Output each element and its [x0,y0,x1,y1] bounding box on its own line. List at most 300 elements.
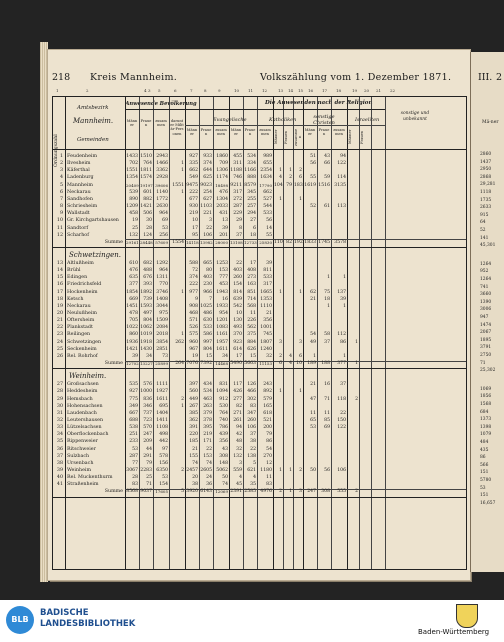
table-cell: 667 [129,410,138,416]
column-number: 8 [204,88,207,93]
table-row [53,281,466,288]
table-cell: 1 [327,303,330,309]
table-cell: 6 [299,175,302,181]
row-number: 30 [56,403,63,409]
table-cell: 1510 [140,154,152,159]
column-number: 20 [364,88,370,93]
table-cell: 165 [263,403,272,409]
gemeinde-name: Großsachsen [67,382,99,388]
section-title: Weinheim. [69,372,107,381]
table-cell: 18 [324,296,330,302]
facing-page-column [478,96,504,568]
facing-column-value: 1264 [480,277,492,282]
row-number: 26 [56,353,63,359]
table-cell: 77 [132,460,138,466]
table-cell: 1083 [216,325,228,331]
row-number: 38 [56,460,63,466]
table-cell: 9023 [200,182,212,188]
gemeinde-name: Edingen [67,275,88,281]
table-cell: 1108 [156,425,168,431]
gemeinde-name: Plankstadt [67,325,93,331]
gemeinde-name: Schwetzingen [67,339,102,345]
table-cell: 220 [189,432,198,438]
row-number: 20 [56,311,63,316]
table-cell: 3 [299,339,302,345]
table-cell: 277 [233,396,242,402]
table-cell: 662 [189,168,198,174]
table-cell: 4 [279,175,282,181]
facing-column-value: 947 [480,315,489,320]
table-cell: 73 [162,353,168,359]
table-cell: 82 [286,239,292,245]
header-rule [125,109,385,110]
section-title: Schwetzingen. [69,250,121,259]
table-cell: 3854 [156,339,168,345]
column-number: 2 [86,88,89,93]
facing-column-value: 3660 [480,292,492,298]
subheader-darunter: darunter Militär-Personen [170,119,184,136]
column-number: 7 [190,88,193,93]
table-cell: 69 [324,425,330,431]
table-cell: 11 [266,475,272,481]
table-cell: 11 [310,410,316,416]
gemeinde-name: Neckarau [67,189,91,195]
table-cell: 740 [219,417,228,423]
subheader-maenner: Männer [126,119,138,128]
table-row [53,296,466,303]
table-cell: 13227 [140,361,153,367]
table-cell: 1516 [318,182,330,188]
facing-column-header: Mä-ner [482,120,499,125]
table-cell: 912 [219,396,228,402]
table-cell: 25830 [259,239,272,245]
facing-page-roman: III. [478,72,493,83]
table-cell: 2 [279,489,282,495]
table-cell: 35 [250,482,256,488]
table-cell: 1 [355,361,358,367]
table-cell: 579 [263,396,272,402]
table-cell: 349 [129,403,138,409]
table-cell: 890 [129,196,138,202]
bezirk-name-header: Mannheim. [73,117,114,125]
table-cell: 2 [299,468,302,473]
table-cell: 22 [206,446,212,452]
gemeinde-name: Mannheim [67,182,93,188]
facing-column-value: 2950 [480,167,492,173]
table-cell: 458 [129,211,138,217]
table-row [53,388,466,395]
table-row [53,481,466,488]
gemeinden-header: Gemeinden [77,137,109,143]
table-cell: 42 [236,432,242,438]
table-cell: 94 [236,425,242,431]
table-cell: 262 [175,339,184,345]
table-cell: 775 [129,396,138,402]
table-cell: 58 [324,332,330,338]
table-cell: 53 [132,446,138,452]
gemeinde-name: Rippenweier [67,439,98,445]
facing-column-value: 2860 [480,152,492,157]
table-cell: 50 [310,468,316,473]
table-cell: 3 [299,489,302,495]
table-cell: 618 [263,410,272,416]
blb-line-2: LANDESBIBLIOTHEK [40,619,136,629]
table-cell: 39606 [155,182,168,188]
table-cell: 442 [159,439,168,445]
table-cell: 463 [203,396,212,402]
facing-column-value: 1474 [480,322,492,328]
table-cell: 3362 [156,168,168,174]
table-cell: 559 [233,468,242,473]
table-cell: 851 [247,289,256,295]
sonstige-unbekannt-header: sonstige und unbekannt [400,111,430,122]
table-cell: 52 [310,204,316,210]
table-cell: 395 [203,425,212,431]
table-cell: 335 [189,161,198,167]
table-cell: 770 [159,282,168,288]
table-cell: 21 [310,296,316,302]
table-cell: 114 [337,175,346,181]
subheader-frauen: Frauen [244,128,256,137]
table-cell: 171 [203,439,212,445]
table-cell: 521 [263,417,272,423]
table-cell: 226 [247,318,256,324]
sonstige-christen-header: sonstige Christen [313,114,335,126]
table-cell: 739 [143,296,152,302]
gemeinde-name: Scharhof [67,232,89,238]
table-row [53,346,466,353]
table-cell: 25899 [155,361,168,367]
table-cell: 317 [263,282,272,288]
table-cell: 132 [233,453,242,459]
table-cell: 2 [279,353,282,359]
table-cell: 3 [279,339,282,345]
table-cell: 302 [247,396,256,402]
table-cell: 1180 [260,468,272,473]
table-cell: 453 [219,282,228,288]
table-cell: 1019 [140,332,152,338]
table-cell: 1665 [260,289,272,295]
table-cell: 2928 [156,175,168,181]
table-cell: 4 [289,361,292,367]
facing-column-value: 1735 [480,197,492,203]
facing-column-value: 52 [480,228,486,233]
table-cell: 476 [219,189,228,195]
facing-column-value: 1856 [480,394,492,400]
table-cell: 688 [129,417,138,423]
table-cell: 122 [337,161,346,167]
table-row [53,396,466,403]
table-cell: 17605 [155,489,168,495]
table-cell: 69 [162,218,168,224]
subheader-zusammen: zusammen [215,128,227,137]
column-number: 17 [322,88,328,93]
table-row [53,289,466,296]
table-cell: 2605 [200,468,212,473]
gemeinde-name: Rel. Muckenthurm [67,475,113,481]
table-cell: 954 [219,311,228,316]
table-cell: 14 [266,225,272,231]
gemeinde-name: Schriesheim [67,204,98,210]
table-cell: 230 [203,282,212,288]
table-cell: 79 [266,432,272,438]
table-cell: 86 [266,439,272,445]
page-edge-left [40,42,48,582]
table-cell: 2354 [260,168,272,174]
facing-column-value: 151 [480,470,489,476]
subheader-zusammen: zusammen [294,128,303,146]
anwesende-header: Anwesende Bevölkerung [125,101,197,107]
table-cell: 746 [233,175,242,181]
table-cell: 3920 [186,489,198,495]
table-cell: 95 [192,232,198,238]
table-cell: 539 [129,189,138,195]
subheader-maenner: Männer [304,128,316,137]
table-cell: 10 [296,361,302,367]
table-cell: 1103 [200,204,212,210]
facing-column-value: 1069 [480,386,492,392]
table-cell: 74 [206,460,212,466]
row-number: 39 [56,468,63,473]
table-cell: 51 [310,154,316,159]
facing-column-value: 684 [480,409,489,415]
table-cell: 1174 [216,175,228,181]
table-row [53,203,466,210]
table-cell: 49 [310,339,316,345]
table-cell: 6143 [200,489,212,495]
table-cell: 2 [289,175,292,181]
table-cell: 308 [219,453,228,459]
table-cell: 39 [266,260,272,266]
table-cell: 272 [233,196,242,202]
table-cell: 54 [310,332,316,338]
facing-column-value: 1568 [480,402,492,407]
table-row [53,403,466,410]
table-cell: 695 [159,403,168,409]
subheader-frauen: Frauen [284,130,288,144]
table-cell: 804 [143,318,152,324]
table-cell: 97 [162,446,168,452]
table-cell: 3 [239,460,242,466]
table-cell: 1509 [156,318,168,324]
gemeinde-name: Ilvesheim [67,161,91,167]
table-cell: 221 [203,211,212,217]
table-cell: 777 [219,275,228,281]
table-row [53,153,466,160]
table-cell: 12 [266,460,272,466]
table-cell: 1892 [140,289,152,295]
table-cell: 923 [233,339,242,345]
table-cell: 11 [250,311,256,316]
column-number: 16 [308,88,314,93]
table-cell: 308 [321,489,330,495]
running-head-district: Kreis Mannheim. [90,72,178,83]
table-cell: 20 [192,475,198,481]
table-cell: 586 [203,332,212,338]
table-cell: 1292 [156,260,168,266]
facing-column-value: 141 [480,235,489,241]
table-cell: 2 [355,489,358,495]
table-cell: 22 [236,260,242,266]
table-cell: 544 [263,204,272,210]
table-cell: 15 [206,353,212,359]
table-cell: 29 [236,218,242,224]
table-cell: 439 [219,432,228,438]
table-cell: 53 [310,425,316,431]
gemeinde-name: Käferthal [67,168,90,174]
gemeinde-name: Oberflockenbach [67,432,109,438]
table-cell: 709 [219,161,228,167]
table-cell: 811 [263,268,272,274]
gemeinde-name: Reilingen [67,332,91,338]
row-number: 21 [56,318,63,324]
row-number: 1 [59,154,63,159]
table-cell: 25 [146,475,152,481]
facing-column-value: 25,302 [480,368,496,374]
table-cell: 122 [337,425,346,431]
table-cell: 43 [324,154,330,159]
table-row [53,460,466,467]
table-cell: 535 [129,382,138,388]
table-cell: 534 [247,154,256,159]
column-number: 11 [248,88,254,93]
table-cell: 66 [324,161,330,167]
table-cell: 1619 [304,182,316,188]
row-number: 16 [56,282,63,288]
section-rule [53,247,466,248]
facing-column-value: 2750 [480,353,492,358]
column-number: 3 [148,88,151,93]
table-cell: 1408 [156,296,168,302]
table-cell: 379 [203,410,212,416]
table-cell: 256 [159,232,168,238]
table-cell: 257 [247,204,256,210]
table-cell: 264 [175,361,184,367]
table-cell: 434 [203,382,212,388]
subheader-maenner: Männer [274,129,278,145]
table-row [53,474,466,481]
blb-logo-icon: BLB [6,606,34,634]
subheader-zusammen: zusammen [155,119,167,128]
table-cell: 30 [146,218,152,224]
table-cell: 209 [143,439,152,445]
table-cell: 287 [129,453,138,459]
table-cell: 362 [189,417,198,423]
table-cell: 79 [146,460,152,466]
table-cell: 2018 [156,332,168,338]
row-number: 11 [56,225,63,231]
facing-column-value: 1079 [480,432,492,438]
table-cell: 85 [324,417,330,423]
row-number: 41 [56,482,63,488]
table-cell: 1 [289,468,292,473]
table-cell: 1 [181,189,184,195]
table-cell: 6 [253,225,256,231]
table-cell: 933 [203,154,212,159]
table-cell: 527 [263,196,272,202]
table-cell: 34 [222,353,228,359]
table-cell: 13108 [230,239,243,245]
table-cell: 714 [247,296,256,302]
table-cell: 56 [310,161,316,167]
table-cell: 625 [203,175,212,181]
table-cell: 702 [129,161,138,167]
subheader-maenner: Männer [230,128,242,137]
table-cell: 56 [266,218,272,224]
table-cell: 28 [132,475,138,481]
row-number: 35 [56,439,63,445]
table-row [53,167,466,174]
table-cell: 1451 [126,303,138,309]
table-cell: 2 [181,468,184,473]
table-cell: 1 [279,289,282,295]
table-cell: 1430 [140,346,152,352]
table-cell: 21 [310,382,316,388]
gemeinde-name: Hohensachsen [67,403,103,409]
table-cell: 347 [247,410,256,416]
row-number: 27 [56,382,63,388]
subheader-frauen: Frauen [200,128,212,137]
facing-column-value: 741 [480,284,489,290]
table-cell: 1772 [156,196,168,202]
table-cell: 80 [206,268,212,274]
table-row [53,446,466,453]
table-cell: 1 [181,168,184,174]
table-cell: 468 [189,311,198,316]
table-cell: 21 [266,311,272,316]
table-cell: 39 [222,225,228,231]
table-cell: 1404 [156,410,168,416]
facing-column-value: 1895 [480,337,492,343]
table-cell: 497 [143,311,152,316]
table-cell: 5062 [216,468,228,473]
table-row [53,381,466,388]
table-cell: 5490 [230,361,242,367]
table-cell: 27 [250,218,256,224]
table-cell: 71 [146,482,152,488]
column-number: 15 [298,88,304,93]
table-cell: 1466 [156,161,168,167]
table-cell: 538 [129,425,138,431]
gemeinde-name: Gr. Kirchgartshausen [67,218,119,224]
table-cell: 156 [159,460,168,466]
table-cell: 542 [233,303,242,309]
table-cell: 1001 [260,325,272,331]
sum-label: Summe [104,489,123,495]
sum-row [53,239,466,246]
table-cell: 3135 [334,182,346,188]
table-cell: 1 [289,168,292,174]
table-cell: 106 [247,425,256,431]
table-cell: 1611 [156,396,168,402]
table-cell: 960 [189,339,198,345]
table-cell: 47 [310,396,316,402]
table-cell: 251 [129,432,138,438]
table-cell: 555 [337,489,346,495]
table-cell: 2457 [186,468,198,473]
facing-column-value: 1398 [480,424,492,430]
table-cell: 1421 [140,204,152,210]
gemeinde-name: Altlußheim [67,260,94,266]
table-cell: 655 [263,161,272,167]
table-cell: 377 [337,361,346,367]
table-cell: 56 [324,468,330,473]
subheader-zusammen: zusammen [333,128,345,137]
table-cell: 219 [189,211,198,217]
table-cell: 24 [206,475,212,481]
table-cell: 2943 [156,154,168,159]
table-cell: 345 [247,189,256,195]
